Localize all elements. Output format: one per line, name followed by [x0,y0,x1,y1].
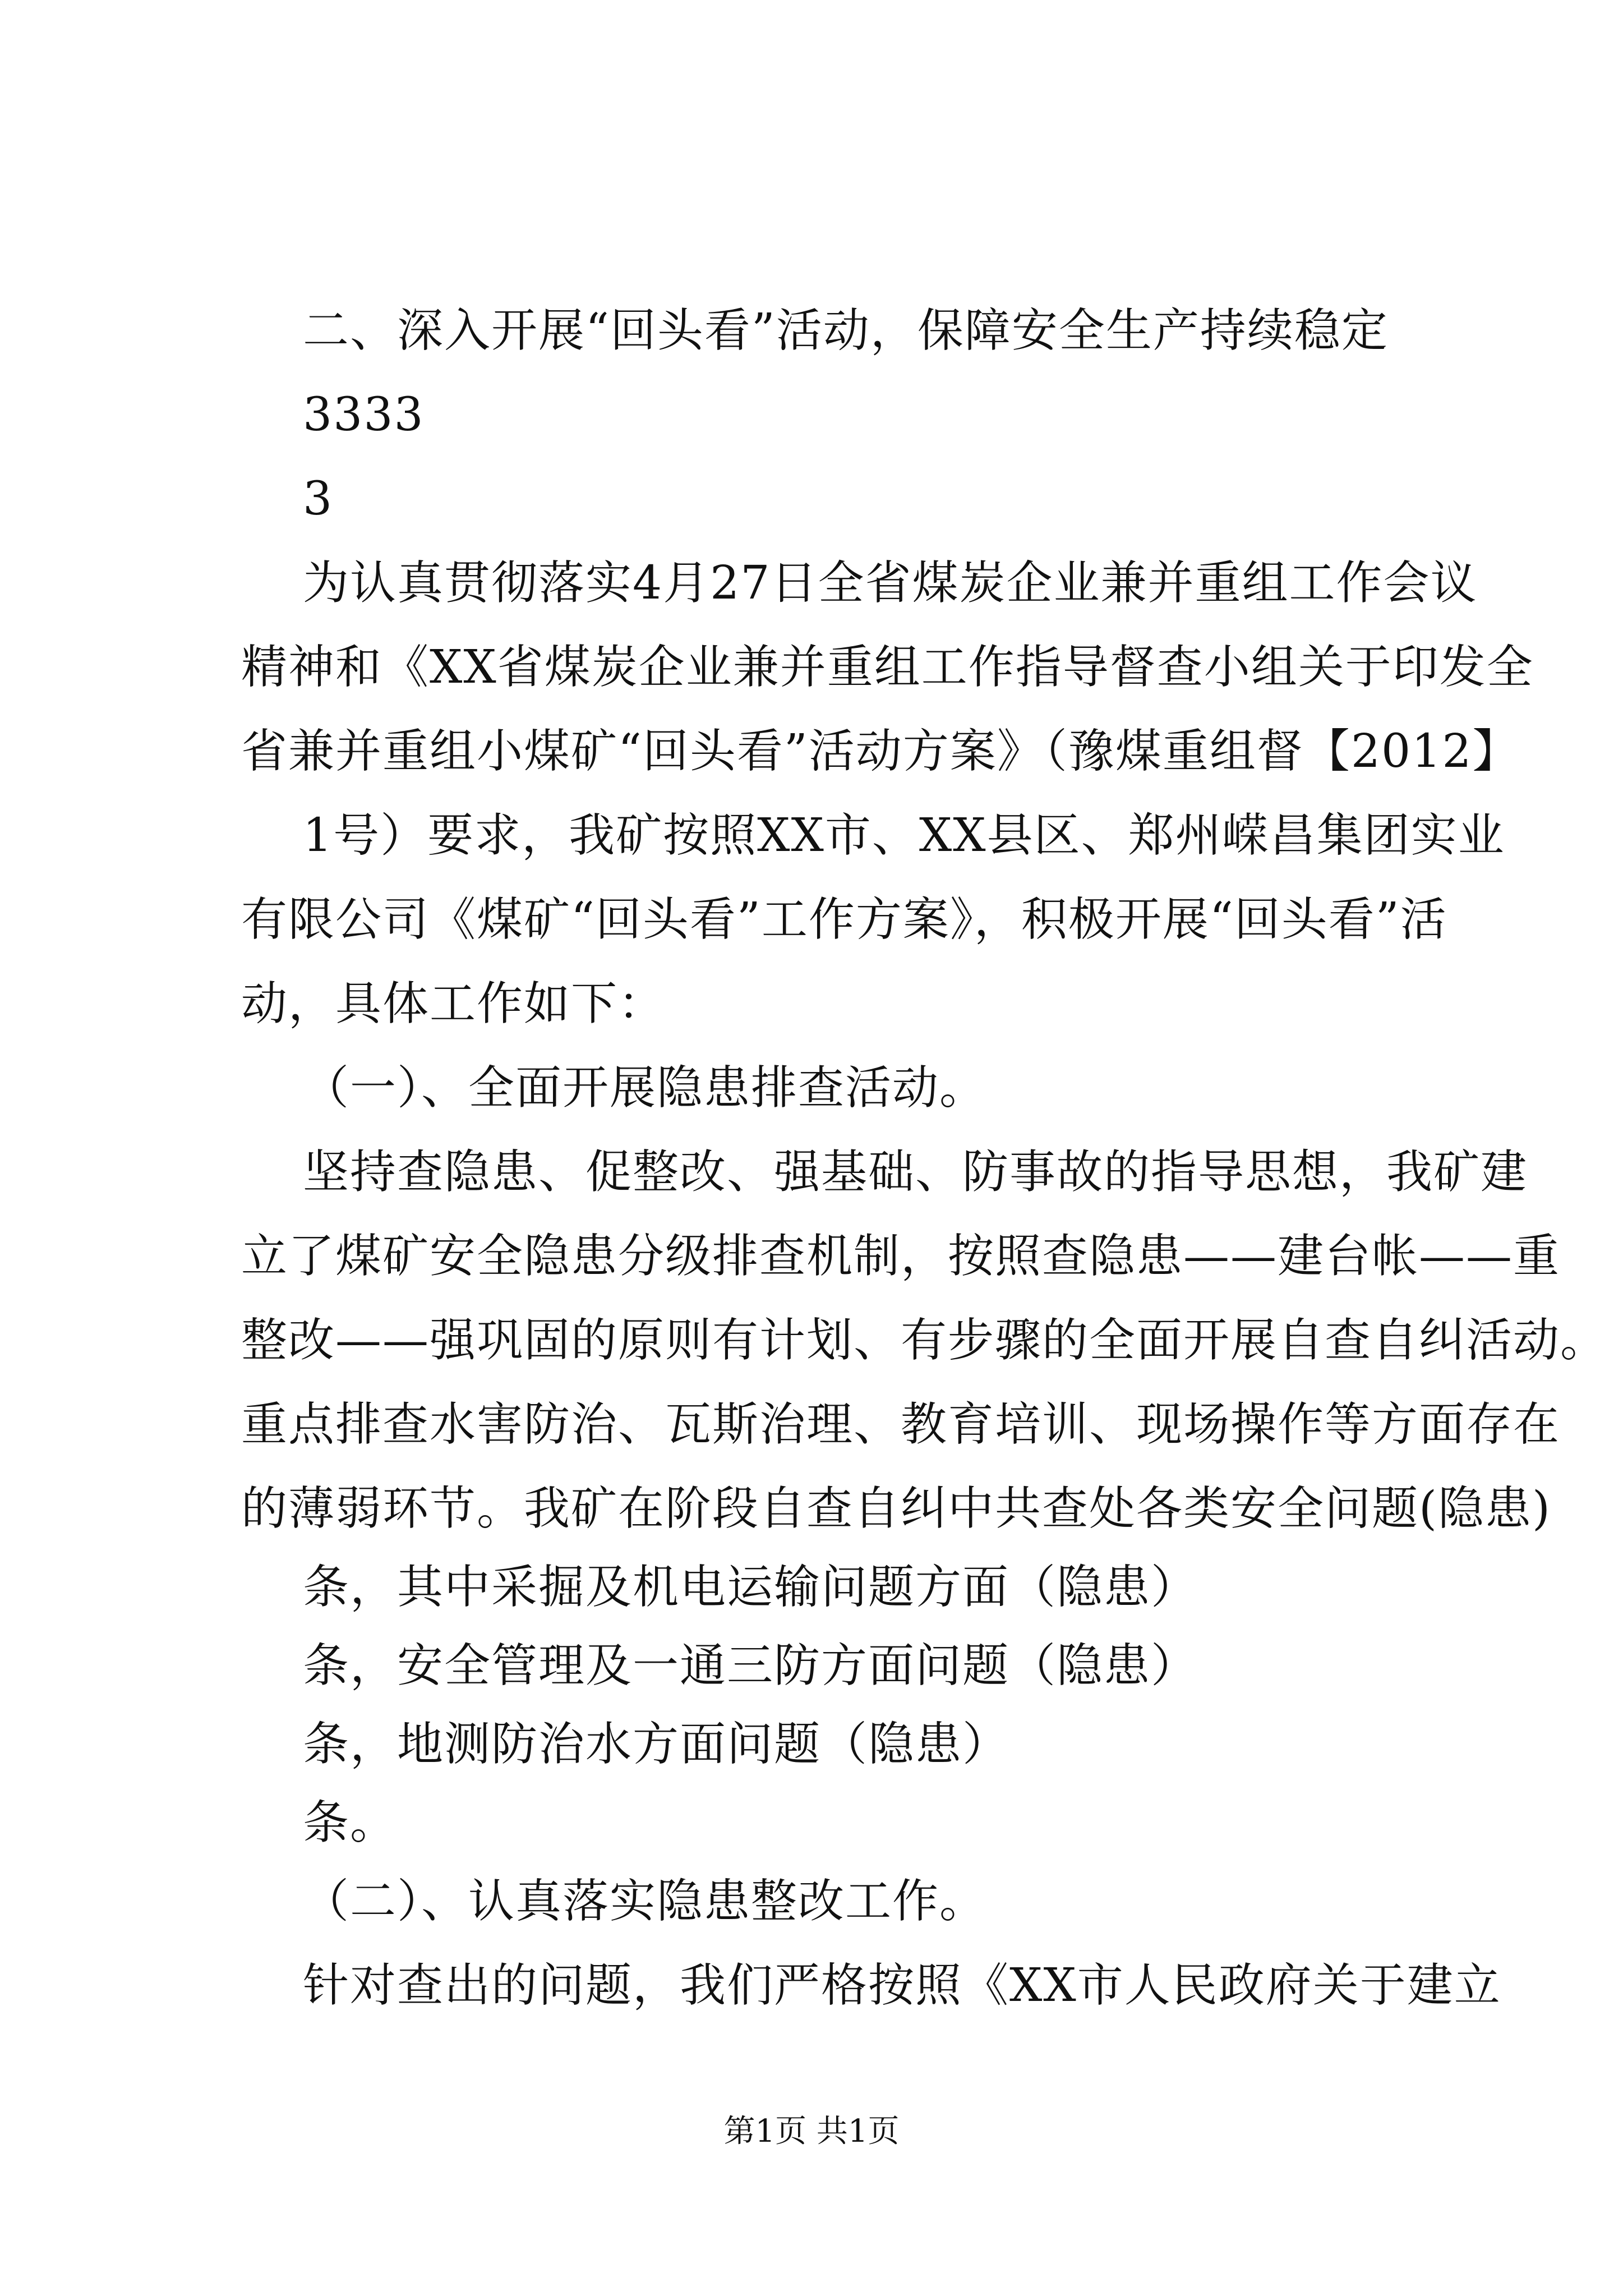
page-footer: 第1页 共1页 [723,2113,900,2150]
text-line: 条，安全管理及一通三防方面问题（隐患） [303,1639,1198,1692]
text-line: 整改——强巩固的原则有计划、有步骤的全面开展自查自纠活动。 [241,1314,1608,1367]
text-line: 条，其中采掘及机电运输问题方面（隐患） [303,1561,1198,1614]
text-line: 为认真贯彻落实4月27日全省煤炭企业兼并重组工作会议 [303,556,1478,610]
text-line: 坚持查隐患、促整改、强基础、防事故的指导思想，我矿建 [303,1145,1528,1199]
subsection-heading: （二）、认真落实隐患整改工作。 [303,1875,987,1928]
text-line: 有限公司《煤矿“回头看”工作方案》，积极开展“回头看”活 [241,893,1447,946]
text-line: 动，具体工作如下： [241,977,666,1030]
text-line: 重点排查水害防治、瓦斯治理、教育培训、现场操作等方面存在 [241,1398,1561,1451]
text-line: 条，地测防治水方面问题（隐患） [303,1718,1010,1771]
text-line: 省兼并重组小煤矿“回头看”活动方案》（豫煤重组督【2012】 [241,725,1520,778]
text-line: 3333 [303,388,425,441]
text-line: 的薄弱环节。我矿在阶段自查自纠中共查处各类安全问题(隐患) [241,1482,1551,1535]
text-line: 1号）要求，我矿按照XX市、XX县区、郑州嵘昌集团实业 [303,809,1505,862]
subsection-heading: （一）、全面开展隐患排查活动。 [303,1061,987,1115]
text-line: 针对查出的问题，我们严格按照《XX市人民政府关于建立 [303,1959,1501,2012]
text-line: 3 [303,472,334,526]
text-line: 条。 [303,1796,398,1849]
text-line: 精神和《XX省煤炭企业兼并重组工作指导督查小组关于印发全 [241,641,1534,694]
section-heading: 二、深入开展“回头看”活动，保障安全生产持续稳定 [303,304,1389,357]
text-line: 立了煤矿安全隐患分级排查机制，按照查隐患——建台帐——重 [241,1230,1561,1283]
